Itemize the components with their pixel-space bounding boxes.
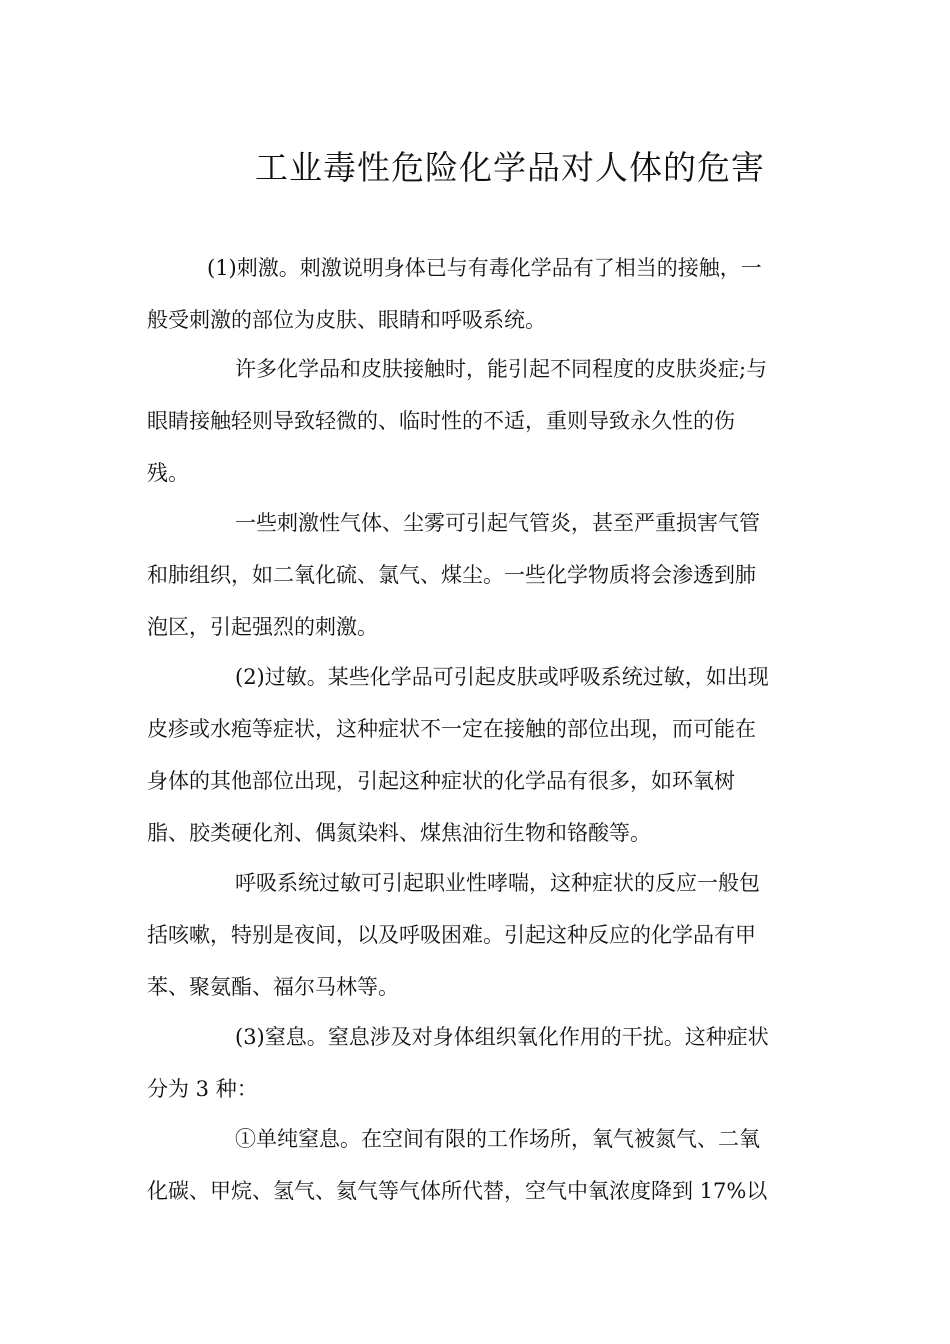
paragraph-line: 皮疹或水疱等症状，这种症状不一定在接触的部位出现，而可能在	[147, 717, 756, 741]
paragraph-line: 苯、聚氨酯、福尔马林等。	[147, 975, 399, 999]
paragraph-allergy	[147, 651, 797, 859]
paragraph-line: ①单纯窒息。在空间有限的工作场所，氧气被氮气、二氧	[235, 1127, 760, 1151]
paragraph-simple-asphyxiation	[147, 1113, 797, 1217]
paragraph-line: 化碳、甲烷、氢气、氦气等气体所代替，空气中氧浓度降到 17%以	[147, 1179, 768, 1203]
paragraph-asphyxiation	[147, 1011, 797, 1115]
paragraph-line: 身体的其他部位出现，引起这种症状的化学品有很多，如环氧树	[147, 769, 735, 793]
paragraph-line: (2)过敏。某些化学品可引起皮肤或呼吸系统过敏，如出现	[235, 665, 769, 689]
paragraph-line: 泡区，引起强烈的刺激。	[147, 615, 378, 639]
paragraph-line: 脂、胶类硬化剂、偶氮染料、煤焦油衍生物和铬酸等。	[147, 821, 651, 845]
paragraph-line: 分为 3 种：	[147, 1077, 258, 1101]
paragraph-line: 残。	[147, 461, 189, 485]
paragraph-line: 一些刺激性气体、尘雾可引起气管炎，甚至严重损害气管	[235, 511, 760, 535]
paragraph-line: 眼睛接触轻则导致轻微的、临时性的不适，重则导致永久性的伤	[147, 409, 735, 433]
paragraph-line: 许多化学品和皮肤接触时，能引起不同程度的皮肤炎症;与	[235, 357, 768, 381]
paragraph-line: (3)窒息。窒息涉及对身体组织氧化作用的干扰。这种症状	[235, 1025, 769, 1049]
paragraph-irritant-gases	[147, 497, 797, 653]
paragraph-line: 括咳嗽，特别是夜间，以及呼吸困难。引起这种反应的化学品有甲	[147, 923, 756, 947]
paragraph-line: 般受刺激的部位为皮肤、眼睛和呼吸系统。	[147, 308, 546, 332]
paragraph-line: 呼吸系统过敏可引起职业性哮喘，这种症状的反应一般包	[235, 871, 760, 895]
paragraph-line: 和肺组织，如二氧化硫、氯气、煤尘。一些化学物质将会渗透到肺	[147, 563, 756, 587]
paragraph-skin-eye-contact	[147, 343, 797, 499]
document-title: 工业毒性危险化学品对人体的危害	[255, 148, 765, 188]
paragraph-line: (1)刺激。刺激说明身体已与有毒化学品有了相当的接触，一	[207, 256, 762, 280]
paragraph-irritation	[147, 242, 797, 346]
paragraph-respiratory-allergy	[147, 857, 797, 1013]
